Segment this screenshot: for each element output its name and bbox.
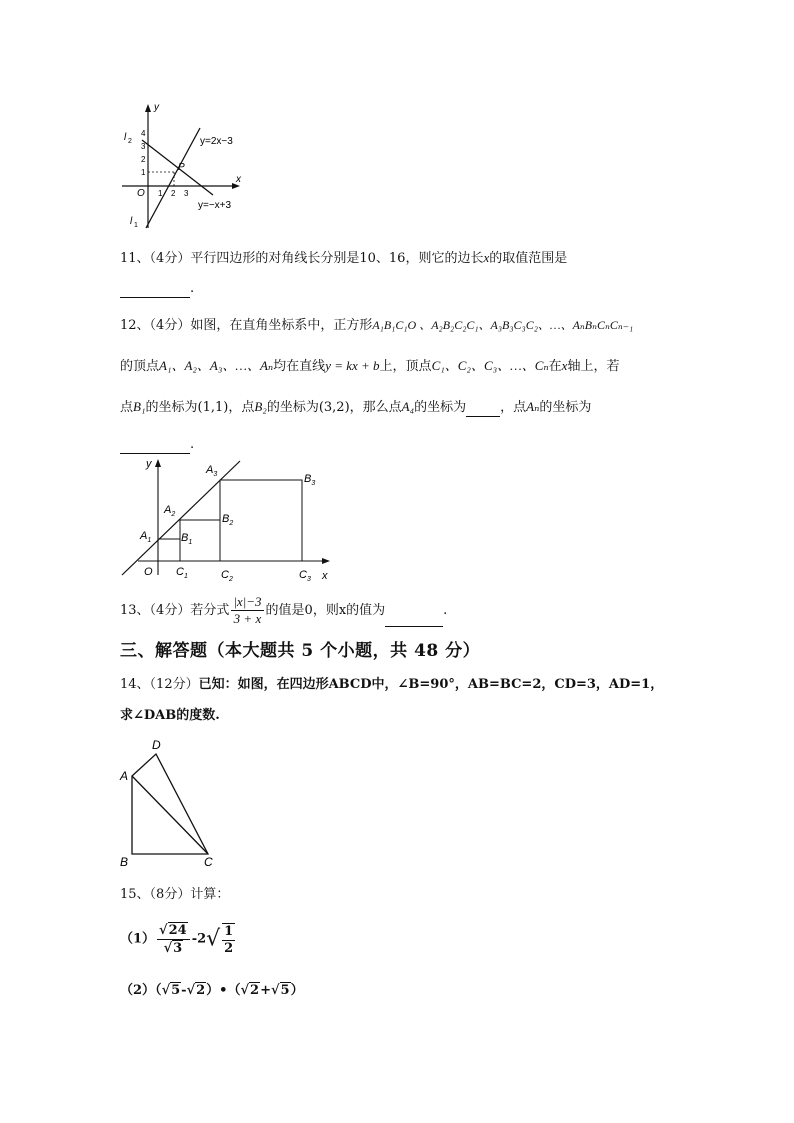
fig14-label-b: B bbox=[120, 855, 129, 869]
q12-line2-b: 均在直线 bbox=[273, 359, 326, 374]
q15-score: （8分） bbox=[149, 887, 191, 902]
fig10-y-tick-1: 1 bbox=[141, 168, 146, 177]
q13-numerator: |x|−3 bbox=[233, 594, 262, 609]
q11-answer-blank[interactable] bbox=[120, 283, 190, 298]
fig10-y-tick-3: 3 bbox=[141, 142, 146, 151]
q12-b1: B₁ bbox=[133, 399, 146, 414]
q15-p1-radical-icon: √ bbox=[206, 926, 221, 952]
q12-line3-d: 的坐标为 bbox=[266, 400, 319, 415]
q12-line2-d: 在 bbox=[548, 359, 562, 374]
q15-p2-close-2: ） bbox=[290, 983, 304, 998]
q15-p2-plus: + bbox=[260, 983, 271, 998]
q15-part-2: （2）（√5-√2）•（√2+√5） bbox=[120, 983, 304, 998]
q13-end: . bbox=[443, 603, 448, 618]
q12-answer-line bbox=[120, 436, 194, 454]
fig10-x-label: x bbox=[236, 174, 241, 185]
q11-variable: x bbox=[483, 250, 490, 265]
q12-axis-x: x bbox=[561, 358, 568, 373]
q15-p2-open-1: （ bbox=[155, 983, 162, 998]
figure-two-lines bbox=[118, 100, 258, 235]
fig12-origin: O bbox=[144, 566, 153, 578]
figure-quadrilateral bbox=[116, 736, 226, 870]
q11-text-a: 平行四边形的对角线长分别是 bbox=[190, 251, 360, 266]
q12-answer-blank-2[interactable] bbox=[120, 439, 190, 454]
fig10-l2-sub: 2 bbox=[128, 138, 132, 145]
q15-p2-dot: • bbox=[219, 983, 228, 998]
q15-p2-b: 2 bbox=[196, 983, 206, 998]
question-14-line-1 bbox=[120, 676, 663, 694]
fig12-label-c3: $C_3$ bbox=[299, 569, 311, 583]
fig10-x-tick-1: 1 bbox=[158, 189, 163, 198]
fig10-y-tick-2: 2 bbox=[141, 155, 146, 164]
fig12-label-b2: $B_2$ bbox=[222, 513, 234, 527]
fig14-label-d: D bbox=[152, 738, 161, 752]
q11-end: . bbox=[190, 281, 195, 296]
question-12-line-3 bbox=[120, 398, 591, 417]
q11-text-c: 的取值范围是 bbox=[489, 251, 568, 266]
fig10-l1-sub: 1 bbox=[134, 222, 138, 229]
q15-p2-a: 5 bbox=[171, 983, 181, 998]
question-11 bbox=[120, 249, 567, 268]
q12-line3-g: ，点 bbox=[500, 400, 527, 415]
q12-line2-a: 的顶点 bbox=[120, 359, 160, 374]
q11-answer-line bbox=[120, 280, 194, 298]
q13-text-a: 若分式 bbox=[190, 603, 230, 618]
question-12-line-1 bbox=[120, 316, 633, 335]
q12-an: Aₙ bbox=[526, 399, 540, 414]
q12-answer-blank-1[interactable] bbox=[466, 402, 500, 417]
fig12-label-a2: $A_2$ bbox=[164, 504, 176, 518]
q11-text-b: ，则它的边长 bbox=[405, 251, 484, 266]
diagonal-ac bbox=[132, 776, 208, 854]
q12-b2-coord: (3,2) bbox=[318, 400, 350, 415]
fig14-label-a: A bbox=[120, 769, 129, 783]
q15-p2-label: （2） bbox=[120, 983, 156, 998]
q12-line2-c: 上，顶点 bbox=[379, 359, 432, 374]
q15-p1-num-value: 24 bbox=[168, 923, 187, 938]
q12-line3-f: 的坐标为 bbox=[414, 400, 467, 415]
square-1 bbox=[158, 539, 180, 561]
q12-end: . bbox=[190, 437, 195, 452]
q13-text-b: 的值是0，则x的值为 bbox=[265, 603, 386, 618]
question-15 bbox=[120, 886, 229, 904]
quadrilateral-abcd bbox=[132, 754, 208, 854]
q15-part-1 bbox=[120, 922, 237, 962]
q15-p2-close-1: ） bbox=[206, 983, 220, 998]
section-3-title: 三、解答题（本大题共 5 个小题，共 48 分） bbox=[120, 641, 481, 661]
fig12-label-a3: $A_3$ bbox=[206, 464, 218, 478]
q12-score: （4分） bbox=[149, 318, 191, 333]
figure-squares bbox=[118, 455, 338, 583]
q15-p1-den-value: 3 bbox=[173, 941, 183, 956]
fig10-x-tick-2: 2 bbox=[171, 189, 176, 198]
q12-vertices-c: C₁、C₂、C₃、…、Cₙ bbox=[431, 358, 549, 373]
fig12-label-c2: $C_2$ bbox=[221, 569, 233, 583]
q11-value-2: 16 bbox=[388, 251, 406, 266]
q14-score: （12分） bbox=[149, 677, 199, 692]
q11-separator: 、 bbox=[375, 251, 389, 266]
q15-p1-root-den: 2 bbox=[224, 940, 234, 956]
q13-score: （4分） bbox=[149, 603, 191, 618]
q11-score: （4分） bbox=[149, 251, 191, 266]
q12-line3-b: 的坐标为 bbox=[145, 400, 198, 415]
q15-p1-numerator: √24 bbox=[157, 922, 190, 940]
fig10-x-tick-3: 3 bbox=[184, 189, 189, 198]
q15-p1-minus: -2 bbox=[191, 931, 207, 947]
q13-denominator: 3 + x bbox=[233, 611, 262, 626]
q14-line-1: 已知：如图，在四边形ABCD中，∠B=90°，AB=BC=2，CD=3，AD=1， bbox=[198, 677, 664, 692]
q15-p1-root-fraction bbox=[222, 923, 235, 957]
q15-p2-c: 2 bbox=[250, 983, 260, 998]
q14-number: 14、 bbox=[120, 677, 150, 692]
fig10-y-label: y bbox=[154, 102, 159, 113]
q15-p1-denominator: √3 bbox=[163, 941, 183, 956]
y-axis-arrow-icon bbox=[155, 459, 161, 467]
q15-p1-fraction bbox=[157, 922, 190, 957]
fig10-y-tick-4: 4 bbox=[141, 129, 146, 138]
q15-p2-d: 5 bbox=[280, 983, 290, 998]
fig12-x-label: x bbox=[322, 570, 328, 582]
fig12-label-c1: $C_1$ bbox=[176, 566, 188, 580]
q12-b1-coord: (1,1) bbox=[197, 400, 229, 415]
q12-a4: A₄ bbox=[401, 399, 415, 414]
q13-fraction bbox=[231, 594, 263, 627]
q15-p2-open-2: （ bbox=[227, 983, 241, 998]
q12-line3-h: 的坐标为 bbox=[539, 400, 592, 415]
fig10-line1-label: y=2x−3 bbox=[200, 136, 233, 147]
fig10-l2: l bbox=[124, 132, 127, 143]
q15-p1-label: （1） bbox=[120, 931, 156, 947]
q12-line2-e: 轴上，若 bbox=[567, 359, 620, 374]
q12-squares: A₁B₁C₁O 、A₂B₂C₂C₁、A₃B₃C₃C₂、…、AₙBₙCₙCₙ₋₁ bbox=[372, 318, 634, 332]
q12-line3-c: ，点 bbox=[228, 400, 255, 415]
q12-vertices-a: A₁、A₂、A₃、…、Aₙ bbox=[159, 358, 274, 373]
fig12-label-b1: $B_1$ bbox=[181, 532, 193, 546]
question-12-line-2 bbox=[120, 357, 619, 376]
fig14-label-c: C bbox=[204, 855, 213, 869]
fig12-y-label: y bbox=[146, 458, 152, 470]
y-axis-arrow-icon bbox=[145, 104, 151, 112]
q15-title: 计算： bbox=[190, 887, 230, 902]
q12-b2: B₂ bbox=[254, 399, 267, 414]
q12-line3-a: 点 bbox=[120, 400, 134, 415]
fig10-line2-label: y=−x+3 bbox=[198, 200, 232, 211]
question-13 bbox=[120, 594, 447, 627]
x-axis-arrow-icon bbox=[322, 558, 330, 564]
q15-number: 15、 bbox=[120, 887, 150, 902]
fig10-origin: O bbox=[137, 188, 145, 199]
fig12-label-a1: $A_1$ bbox=[140, 530, 152, 544]
q12-line-eq: y = kx + b bbox=[325, 358, 380, 373]
fig12-label-b3: $B_3$ bbox=[304, 473, 316, 487]
fig10-point-p: P bbox=[178, 162, 185, 173]
q15-p2-minus: - bbox=[181, 983, 187, 998]
q12-number: 12、 bbox=[120, 318, 150, 333]
q12-line3-e: ，那么点 bbox=[349, 400, 402, 415]
q11-value-1: 10 bbox=[359, 251, 376, 266]
q12-line1-a: 如图，在直角坐标系中，正方形 bbox=[190, 318, 373, 333]
q11-number: 11、 bbox=[120, 251, 150, 266]
q14-line-2: 求∠DAB的度数. bbox=[120, 708, 220, 723]
q15-p1-root-num: 1 bbox=[224, 923, 234, 939]
q13-answer-blank[interactable] bbox=[385, 612, 443, 627]
fig10-l1: l bbox=[130, 216, 133, 227]
q13-number: 13、 bbox=[120, 603, 150, 618]
